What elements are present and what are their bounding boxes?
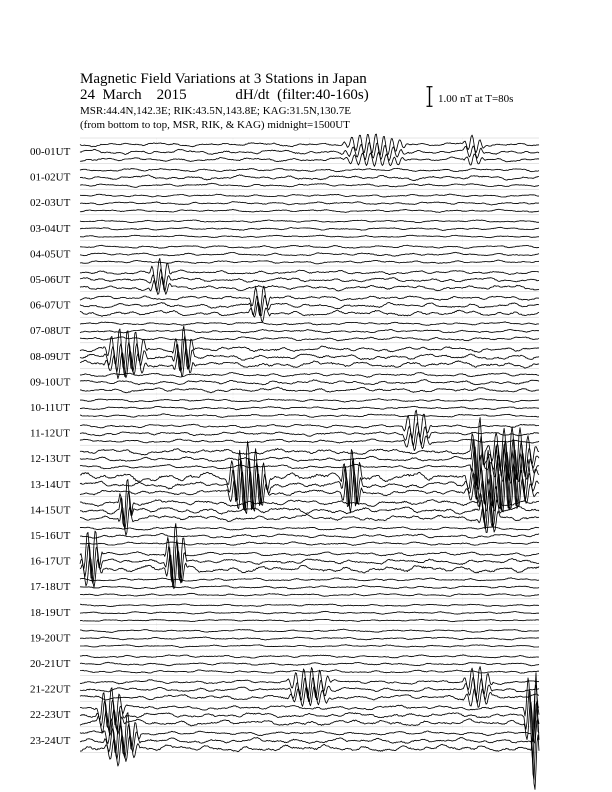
hour-label: 15-16UT <box>30 530 71 542</box>
trace-msr-14-15ut <box>80 503 539 535</box>
chart-title: Magnetic Field Variations at 3 Stations in Japan <box>80 71 367 87</box>
trace-msr-03-04ut <box>80 235 539 238</box>
hour-label: 11-12UT <box>30 427 70 440</box>
grid-layer <box>80 138 539 752</box>
hour-label: 01-02UT <box>30 171 71 184</box>
date-month: March <box>102 87 142 103</box>
hour-label: 23-24UT <box>30 734 71 747</box>
filter-label: (filter:40-160s) <box>277 87 369 103</box>
hour-label: 16-17UT <box>30 555 71 568</box>
trace-msr-18-19ut <box>80 619 539 621</box>
hour-label: 13-14UT <box>30 478 71 491</box>
hour-label: 06-07UT <box>30 299 71 312</box>
hour-label: 14-15UT <box>30 504 71 517</box>
hour-label: 03-04UT <box>30 222 71 235</box>
scale-label: 1.00 nT at T=80s <box>438 93 514 105</box>
hour-label: 00-01UT <box>30 146 71 158</box>
quantity-label: dH/dt <box>235 87 270 103</box>
stations-line: MSR:44.4N,142.3E; RIK:43.5N,143.8E; KAG:31.5N,130.7E <box>80 105 352 117</box>
midnight-note: midnight=1500UT <box>267 119 350 131</box>
date-year: 2015 <box>156 87 187 103</box>
hour-label: 17-18UT <box>30 581 71 594</box>
hour-label: 19-20UT <box>30 632 71 645</box>
trace-msr-07-08ut <box>80 337 539 341</box>
trace-kag-11-12ut <box>80 410 539 438</box>
hour-label: 12-13UT <box>30 453 71 466</box>
date-day: 24 <box>80 87 95 103</box>
hour-label: 10-11UT <box>30 402 70 414</box>
hour-label: 02-03UT <box>30 197 71 210</box>
hour-label: 08-09UT <box>30 350 71 363</box>
hour-label: 05-06UT <box>30 274 71 286</box>
hour-label: 21-22UT <box>30 683 71 696</box>
hour-label: 18-19UT <box>30 606 71 619</box>
hour-label-layer <box>30 146 71 747</box>
trace-kag-20-21ut <box>80 655 539 658</box>
hour-label: 20-21UT <box>30 658 71 670</box>
hour-label: 09-10UT <box>30 376 71 389</box>
trace-msr-04-05ut <box>80 260 539 264</box>
hour-label: 22-23UT <box>30 709 71 722</box>
trace-kag-09-10ut <box>80 373 539 378</box>
hour-label: 04-05UT <box>30 248 71 261</box>
hour-label: 07-08UT <box>30 325 71 338</box>
order-note: (from bottom to top, MSR, RIK, & KAG) <box>80 119 265 131</box>
